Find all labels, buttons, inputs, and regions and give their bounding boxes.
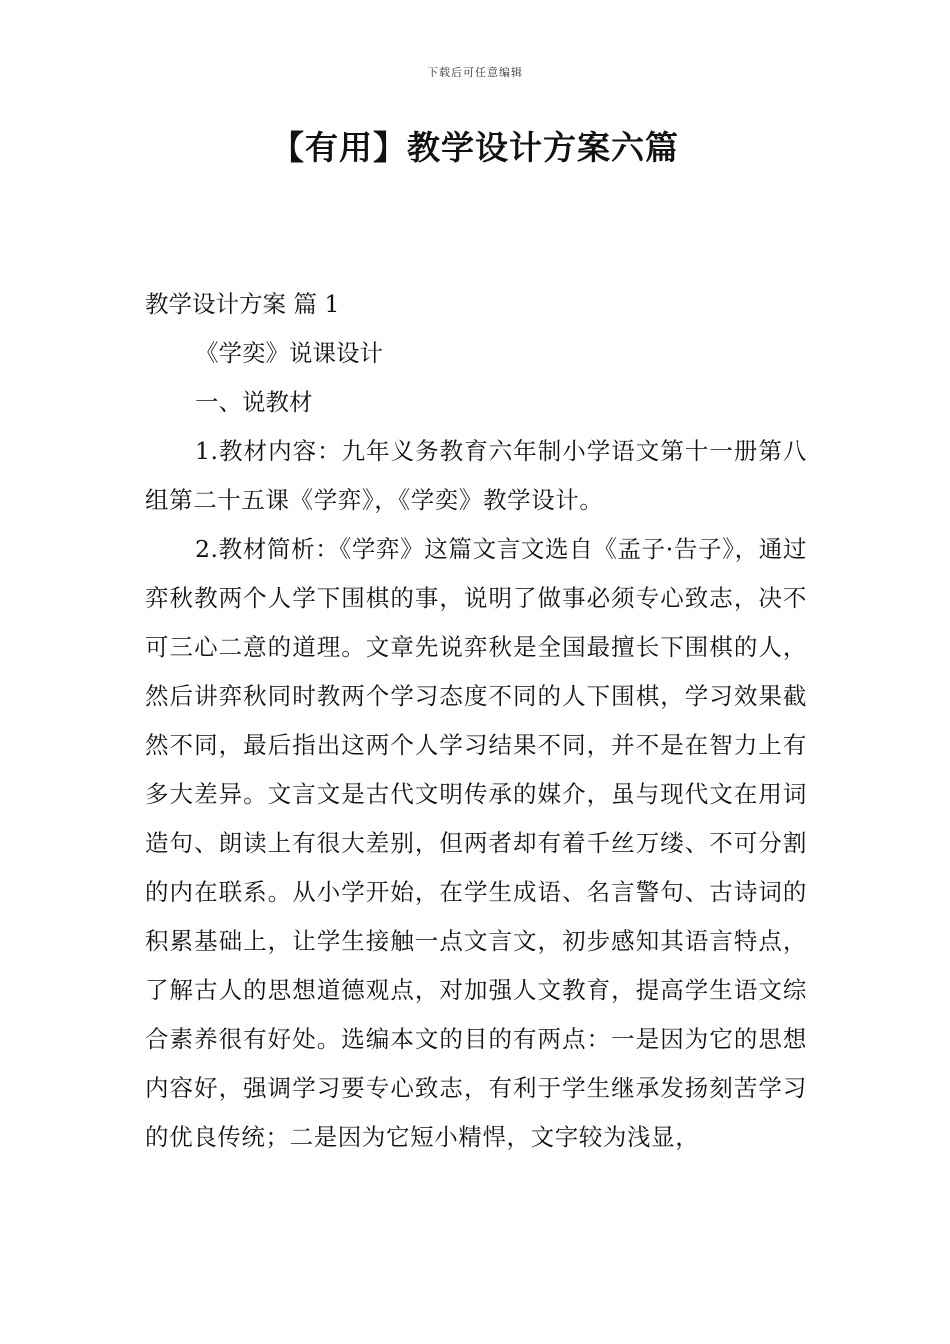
lesson-subtitle: 《学奕》说课设计 (195, 339, 383, 367)
section-heading: 教学设计方案 篇 1 (145, 290, 340, 318)
part-heading: 一、说教材 (195, 388, 313, 416)
paragraph-textbook-analysis: 2.教材简析：《学弈》这篇文言文选自《孟子·告子》，通过弈秋教两个人学下围棋的事，说明了做事必须专心致志，决不可三心二意的道理。文章先说弈秋是全国最擅长下围棋的人，然后讲弈秋同时教两个学习态度不同的人下围棋，学习效果截然不同，最后指出这两个人学习结果不同，并不是在智力上有多大差异。文言文是古代文明传承的媒介，虽与现代文在用词造句、朗读上有很大差别，但两者却有着千丝万缕、不可分割的内在联系。从小学开始，在学生成语、名言警句、古诗词的积累基础上，让学生接触一点文言文，初步感知其语言特点，了解古人的思想道德观点，对加强人文教育，提高学生语文综合素养很有好处。选编本文的目的有两点：一是因为它的思想内容好，强调学习要专心致志，有利于学生继承发扬刻苦学习的优良传统；二是因为它短小精悍，文字较为浅显， (145, 535, 807, 1151)
paragraph-textbook-content: 1.教材内容：九年义务教育六年制小学语文第十一册第八组第二十五课《学弈》，《学奕》教学设计。 (145, 437, 807, 514)
header-note: 下载后可任意编辑 (427, 66, 523, 79)
document-title: 【有用】教学设计方案六篇 (271, 128, 679, 167)
document-body (145, 280, 807, 1162)
